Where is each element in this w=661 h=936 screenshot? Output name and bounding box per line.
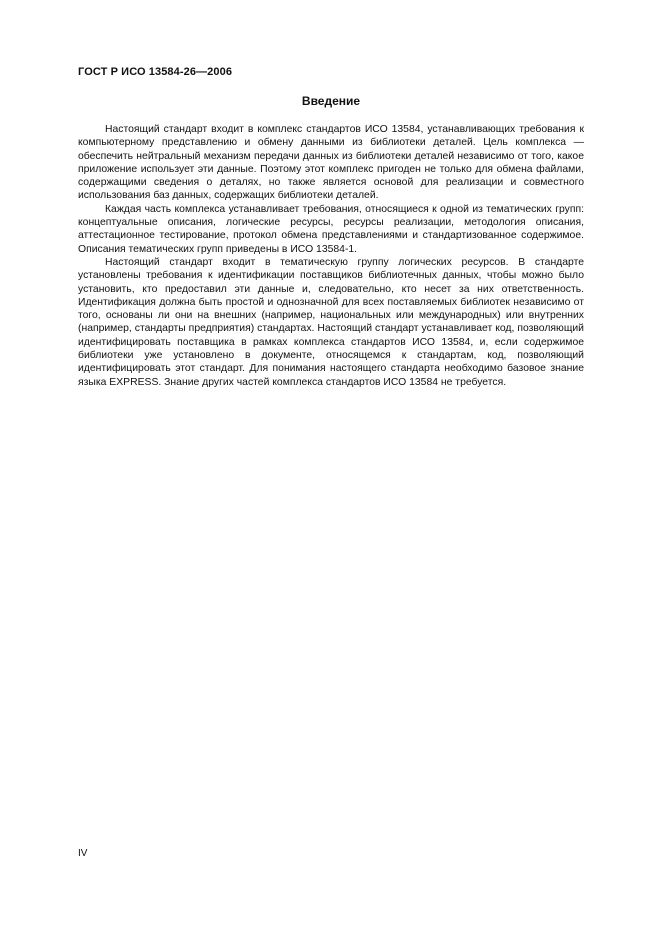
section-body <box>78 123 584 389</box>
page-number: IV <box>78 848 88 859</box>
paragraph-3: Настоящий стандарт входит в тематическую группу логических ресурсов. В стандарте установлены требования к идентификации поставщиков библиотечных данных, чтобы можно было установить, кто предоставил эти данные и, следовательно, кто несет за них ответственность. Идентификация должна быть простой и однозначной для всех поставляемых библиотек независимо от того, основаны ли они на внешних (например, национальных или международных) или внутренних (например, стандарты предприятия) стандартах. Настоящий стандарт устанавливает код, позволяющий идентифицировать поставщика в рамках комплекса стандартов ИСО 13584, и, если содержимое библиотеки уже установлено в документе, относящемся к стандартам, код, позволяющий идентифицировать этот стандарт. Для понимания настоящего стандарта необходимо базовое знание языка EXPRESS. Знание других частей комплекса стандартов ИСО 13584 не требуется. <box>78 256 584 388</box>
section-title: Введение <box>301 94 361 108</box>
paragraph-1: Настоящий стандарт входит в комплекс стандартов ИСО 13584, устанавливающих требования к компьютерному представлению и обмену данными из библиотеки деталей. Цель комплекса — обеспечить нейтральный механизм передачи данных из библиотеки деталей независимо от того, какое приложение использует эти данные. Поэтому этот комплекс пригоден не только для обмена файлами, содержащими сведения о деталях, но также является основой для реализации и совместного использования баз данных, содержащих библиотеки деталей. <box>78 124 584 202</box>
paragraph-2: Каждая часть комплекса устанавливает требования, относящиеся к одной из тематических групп: концептуальные описания, логические ресурсы, ресурсы реализации, методология описания, аттестационное тестирование, протокол обмена представлениями и стандартизованное содержимое. Описания тематических групп приведены в ИСО 13584-1. <box>78 203 584 255</box>
document-header: ГОСТ Р ИСО 13584-26—2006 <box>78 66 233 78</box>
